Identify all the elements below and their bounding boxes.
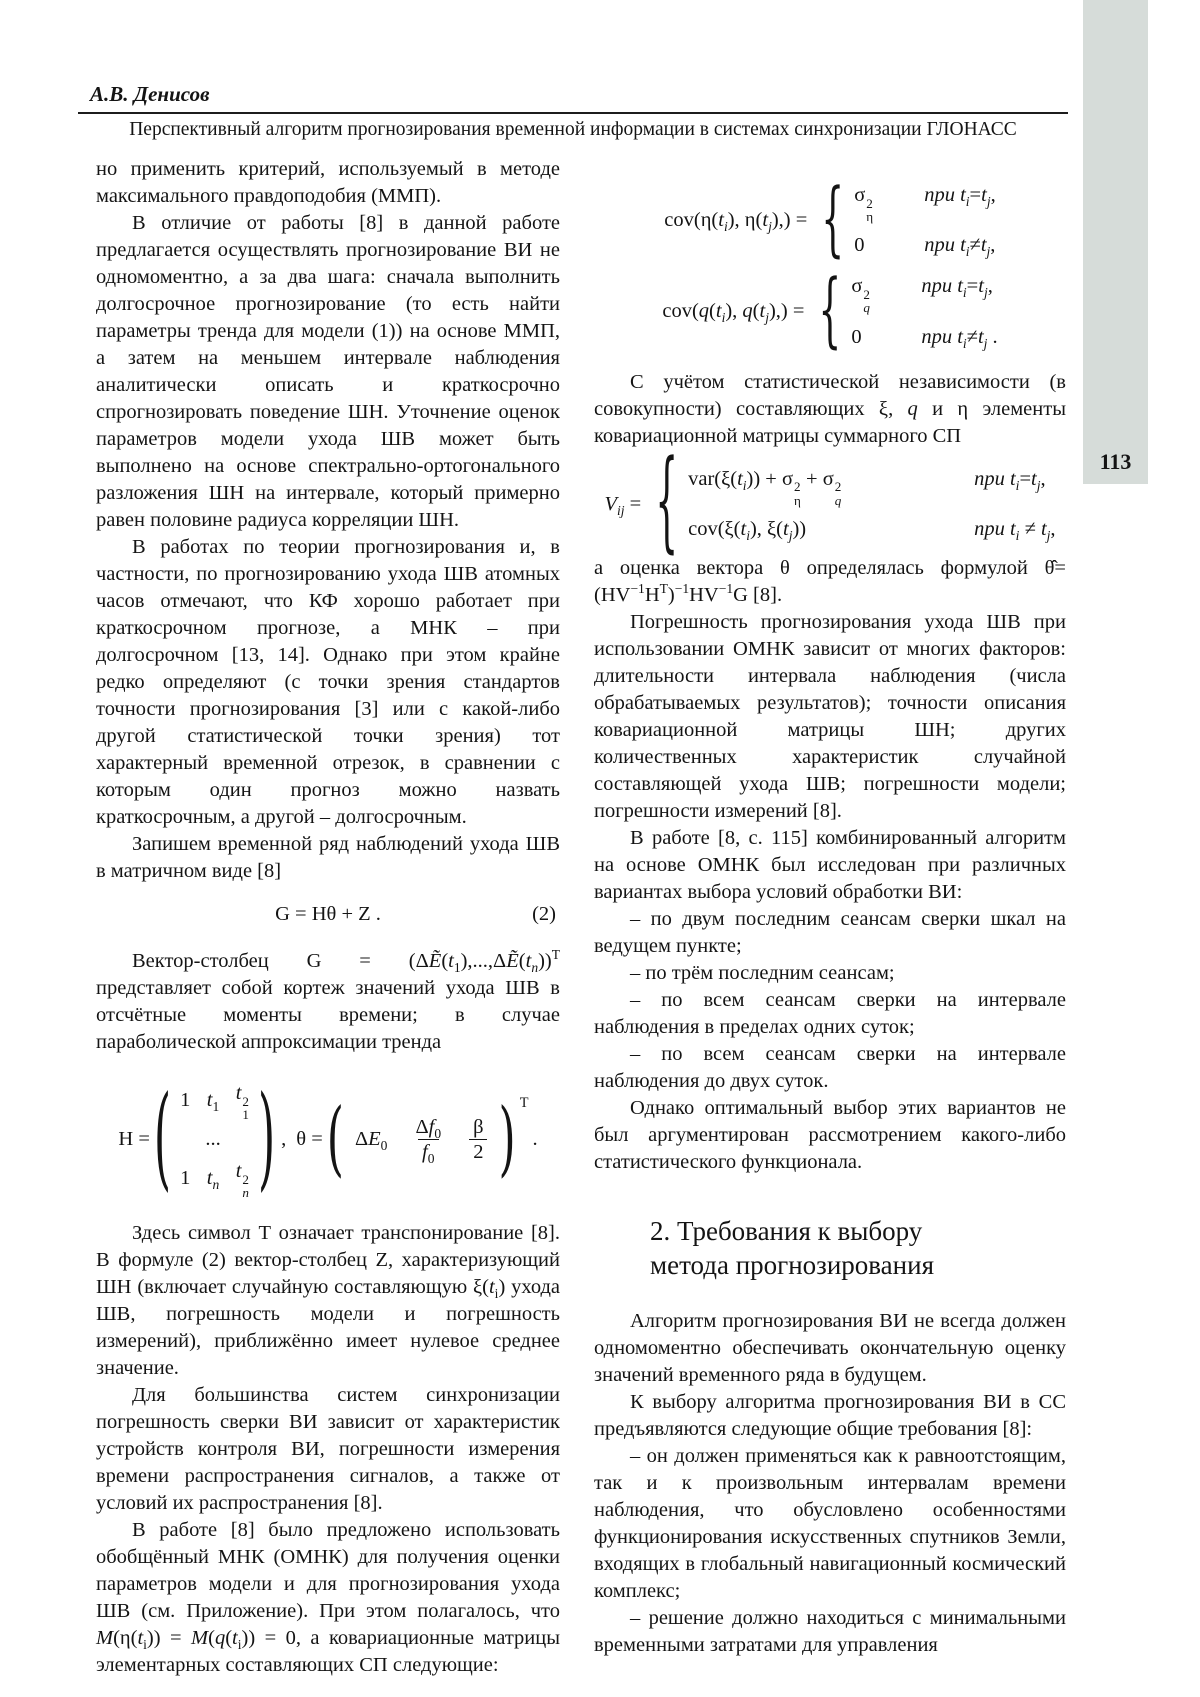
list-item: – решение должно находиться с минимальными временными затратами для управления [594,1606,1066,1656]
vector-element: $\frac{\beta}{2}$ [469,1116,487,1164]
paragraph: Алгоритм прогнозирования ВИ не всегда должен одномоментно обеспечивать окончательную оценку значений временного ряда в будущем. [594,1309,1066,1386]
running-title: Перспективный алгоритм прогнозирования временной информации в системах синхронизации ГЛОНАСС [129,119,1017,140]
case-row [688,516,1055,543]
paragraph: В работах по теории прогнозирования и, в частности, по прогнозированию ухода ШВ атомных часов отмечают, что КФ хорошо работает при краткосрочном прогнозе, а МНК – при долгосрочном [13, 14]. Однако при этом крайне редко определяют (с точки зрения стандартов точности прогнозирования [3] или с какой-либо другой статистической точки зрения) тот характерный временной отрезок, в сравнении с которым один прогноз можно назвать краткосрочным, а другой – долгосрочным. [96,536,560,828]
case-row [851,273,997,314]
section-heading [594,1214,1066,1282]
case-value: σ 2 q [851,275,870,316]
equation-body: G = Hθ + Z . [275,903,381,925]
paragraph: Вектор-столбец $G = (\Delta Ẽ(t_1),...,\Delta Ẽ(t_n))^T$ представляет собой кортеж значений ухода ШВ в отсчётные моменты времени; в случае параболической аппроксимации тренда [96,947,560,1053]
cases [851,273,997,350]
case-condition: при $t_i\ne t_j$ . [921,325,998,351]
list-item: – по трём последним сеансам; [630,961,895,984]
left-column [96,156,560,1679]
case-value: $var(\xi(t_i)) + \sigma$ 2 η + σ 2 q [688,467,842,508]
left-brace: { [655,440,679,566]
case-condition: при $t_i=t_j$, [974,467,1046,493]
equation-Vij [594,440,1066,566]
matrix-close-paren: ) [257,1073,276,1204]
right-column [594,156,1066,1679]
equation-period: . [532,1128,538,1151]
comma: , [281,1128,287,1151]
list-item: – по двум последним сеансам сверки шкал на ведущем пункте; [594,907,1066,957]
matrix-H [180,1080,249,1200]
vector-open-paren: ( [326,1091,344,1187]
list-item: – по всем сеансам сверки на интервале наблюдения в пределах одних суток; [594,988,1066,1038]
vector-element: $\Delta E_0$ [354,1128,388,1154]
paragraph: Погрешность прогнозирования ухода ШВ при использовании ОМНК зависит от многих факторов: длительности интервала наблюдения (числа обрабатываемых результатов); точности описания ковариационной матрицы ШН; других количественных характеристик случайной составляющей ухода ШВ; погрешности модели; погрешности измерений [8]. [594,610,1066,822]
equation-number: (2) [532,903,556,925]
case-condition: при $t_i\ne t_j$, [924,234,996,260]
case-value: σ 2 η [854,184,874,224]
equation-cov-eta [594,173,1066,266]
paragraph: Запишем временной ряд наблюдений ухода ШВ в матричном виде [8] [96,833,560,882]
case-row [688,466,1055,507]
paragraph: С учётом статистической независимости (в совокупности) составляющих ξ, q и η элементы ковариационной матрицы суммарного СП [594,370,1066,447]
matrix-cell: $t_n$ [206,1167,220,1193]
equation-H-theta [96,1073,560,1204]
case-row [851,324,997,351]
theta-vector [355,1116,488,1164]
case-condition: при $t_i \ne t_j$, [974,517,1056,543]
list-item: – по всем сеансам сверки на интервале наблюдения до двух суток. [594,1042,1066,1092]
cases [854,182,996,259]
paragraph: В работе [8, с. 115] комбинированный алгоритм на основе ОМНК был исследован при различных вариантах выбора условий обработки ВИ: [594,826,1066,903]
paragraph: К выбору алгоритма прогнозирования ВИ в СС предъявляются следующие общие требования [8]: [594,1390,1066,1440]
case-value: 0 [854,234,865,257]
paragraph: а оценка вектора θ определялась формулой $\thetâ=(HV^{-1}H^T)^{-1}HV^{-1}G$ [8]. [594,556,1066,606]
transpose-superscript: T [519,1095,529,1112]
paragraph: Для большинства систем синхронизации погрешность сверки ВИ зависит от характеристик устройств контроля ВИ, погрешности измерения времени распространения сигналов, а также от условий их распространения [8]. [96,1383,560,1514]
paragraph: В отличие от работы [8] в данной работе предлагается осуществлять прогнозирование ВИ не одномоментно, а за два шага: сначала выполнить долгосрочное прогнозирование (то есть найти параметры тренда для модели (1)) на основе ММП, а затем на меньшем интервале наблюдения аналитически описать и краткосрочно спрогнозировать поведение ШН. Уточнение оценок параметров модели ухода ШВ может быть выполнено на основе спектрально-ортогонального разложения ШН на интервале, который примерно равен половине радиуса корреляции ШН. [96,212,560,531]
case-value: $cov(\xi(t_i)$, $\xi(t_j)$) [688,517,807,543]
vector-close-paren: ) [498,1091,516,1187]
matrix-cell: ... [205,1128,221,1151]
section-heading-line: метода прогнозирования [650,1249,934,1280]
matrix-lhs: H = [118,1128,150,1151]
vector-element: $\frac{\Delta f_0}{f_0}$ [415,1115,442,1166]
case-condition: при $t_i=t_j$, [924,184,996,210]
matrix-cell: 1 [180,1089,191,1112]
paragraph: Однако оптимальный выбор этих вариантов не был аргументирован рассмотрением какого-либо статистического функционала. [594,1096,1066,1173]
left-brace: { [818,264,842,357]
page-number-tab [1083,0,1148,484]
theta-lhs: θ = [296,1128,323,1151]
equation-lhs: $V_{ij}$ = [604,492,642,518]
paragraph: В работе [8] было предложено использовать обобщённый МНК (ОМНК) для получения оценки параметров модели и для прогнозирования ухода ШВ (см. Приложение). При этом полагалось, что $M(\eta(t_i)) = M(q(t_i)) = 0$, а ковариационные матрицы элементарных составляющих СП следующие: [96,1518,561,1676]
matrix-cell: 1 [180,1167,191,1190]
case-condition: при $t_i=t_j$, [921,275,993,301]
matrix-open-paren: ( [153,1073,172,1204]
equation-cov-q [594,264,1066,357]
cases [688,466,1055,543]
header-rule [78,112,1068,114]
author-name: А.В. Денисов [90,82,210,106]
list-item: – он должен применяться как к равноотстоящим, так и к произвольным интервалам времени наблюдения, что обусловлено особенностями функционирования искусственных спутников Земли, входящих в глобальный навигационный космический комплекс; [594,1444,1066,1602]
matrix-cell: t 2 n [235,1160,249,1201]
case-row [854,182,996,223]
matrix-cell: $t_1$ [206,1089,220,1115]
paragraph: Здесь символ Т означает транспонирование [8]. В формуле (2) вектор-столбец Z, характеризующий ШН (включает случайную составляющую $\xi(t_i)$ ухода ШВ, погрешность модели и погрешность измерений), приближённо имеет нулевое среднее значение. [96,1221,561,1379]
equation-lhs: $cov(q(t_i)$, $q(t_j)$,) = [662,300,805,326]
paragraph: но применить критерий, используемый в методе максимального правдоподобия (ММП). [96,158,560,207]
case-value: 0 [851,325,862,348]
left-brace: { [821,173,845,266]
text-columns [96,156,1066,1679]
section-heading-line: 2. Требования к выбору [650,1215,923,1246]
page-number: 113 [1099,449,1132,474]
matrix-cell: t 2 1 [235,1082,249,1122]
case-row [854,232,996,259]
equation-2 [96,901,560,928]
equation-lhs: $cov(\eta(t_i)$, $\eta(t_j)$,) = [664,209,808,235]
